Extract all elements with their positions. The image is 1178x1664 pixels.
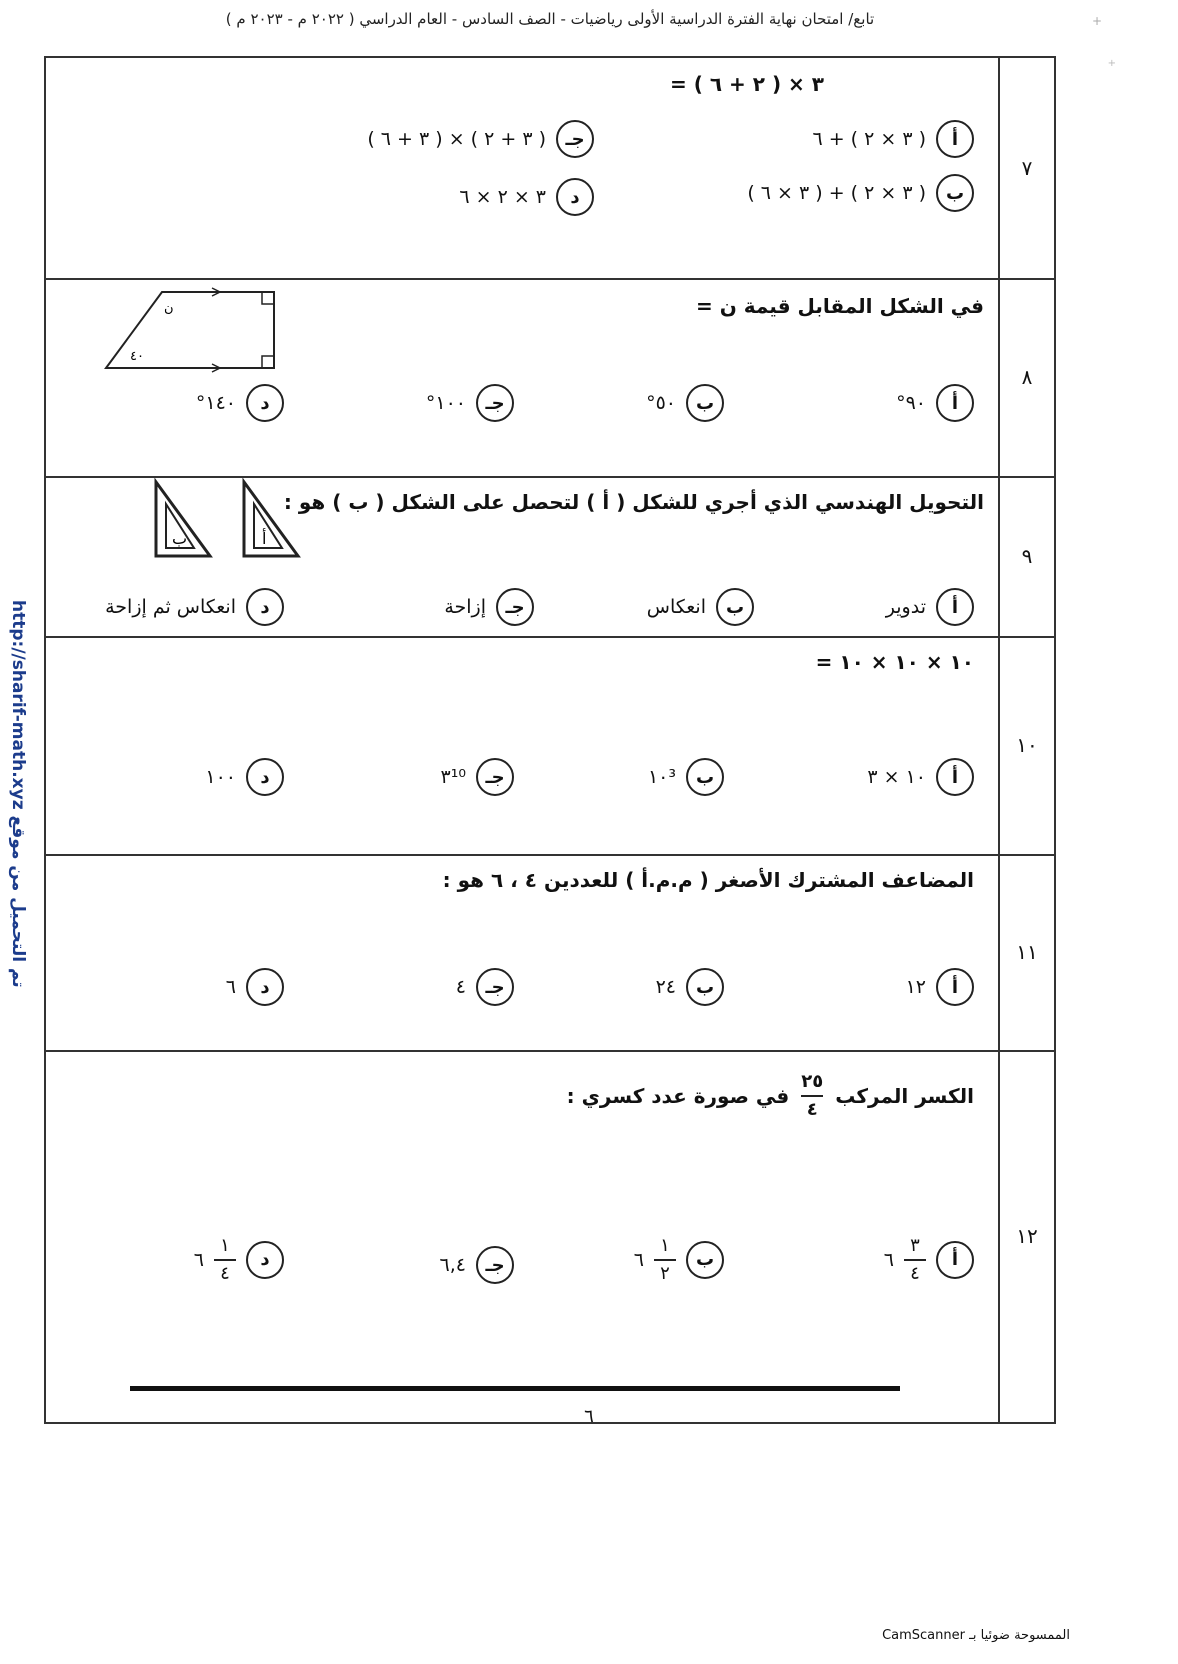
option-text: ٣¹⁰ [440, 766, 466, 788]
option-letter: جـ [496, 588, 534, 626]
figure-angle-label: ٤٠ [130, 349, 144, 364]
option-a[interactable] [867, 758, 974, 796]
option-letter: أ [936, 120, 974, 158]
option-text: ٤ [455, 976, 466, 998]
option-letter: د [246, 758, 284, 796]
option-letter: أ [936, 1241, 974, 1279]
stem-fraction [801, 1072, 823, 1120]
watermark-url: تم التحميل من موقع http://sharif-math.xyz [8, 600, 28, 988]
question-stem: ٣ × ( ٢ + ٦ ) = [670, 72, 824, 96]
option-d[interactable] [105, 588, 284, 626]
option-letter: ب [936, 174, 974, 212]
option-letter: د [246, 1241, 284, 1279]
option-a[interactable] [812, 120, 974, 158]
option-text: إزاحة [444, 596, 486, 618]
option-text: ١٠ × ٣ [867, 766, 926, 788]
option-letter: جـ [476, 1246, 514, 1284]
option-text: ١٠٠ [205, 766, 236, 788]
option-text: ٩٠° [896, 392, 926, 414]
stem-text-before: الكسر المركب [835, 1083, 974, 1108]
option-letter: جـ [476, 384, 514, 422]
option-b[interactable] [648, 758, 724, 796]
option-d[interactable] [205, 758, 284, 796]
footer-divider [130, 1386, 900, 1391]
question-row-7 [46, 58, 1054, 280]
option-c[interactable] [444, 588, 534, 626]
fraction-bar [801, 1095, 823, 1097]
fraction-numerator: ١ [220, 1235, 230, 1256]
option-a[interactable] [896, 384, 974, 422]
option-text: ٣ × ٢ × ٦ [459, 186, 546, 208]
option-a[interactable] [906, 968, 974, 1006]
option-text: ١٢ [905, 976, 926, 998]
option-a[interactable] [884, 1236, 974, 1284]
option-letter: جـ [476, 968, 514, 1006]
triangles-figure [150, 478, 310, 560]
corner-mark: + [1091, 14, 1102, 28]
option-d[interactable] [459, 178, 594, 216]
option-whole: ٦ [193, 1248, 204, 1271]
option-letter: د [556, 178, 594, 216]
option-b[interactable] [634, 1236, 724, 1284]
option-whole: ٦ [633, 1248, 644, 1271]
option-letter: أ [936, 968, 974, 1006]
option-text: تدوير [885, 596, 926, 618]
question-number: ١٠ [1016, 733, 1038, 757]
fraction-denominator: ٤ [220, 1262, 230, 1284]
question-number: ٨ [1021, 365, 1033, 389]
question-number: ٩ [1021, 544, 1033, 568]
option-b[interactable] [647, 588, 754, 626]
fraction-numerator: ٣ [910, 1235, 920, 1256]
option-c[interactable] [426, 384, 514, 422]
fraction-bar [904, 1259, 926, 1261]
option-whole: ٦ [883, 1248, 894, 1271]
question-stem: ١٠ × ١٠ × ١٠ = [815, 650, 974, 674]
option-text: ٥٠° [646, 392, 676, 414]
option-letter: ب [686, 758, 724, 796]
trapezoid-figure [102, 286, 282, 376]
option-d[interactable] [196, 384, 284, 422]
option-fraction [654, 1236, 676, 1284]
option-letter: ب [686, 1241, 724, 1279]
option-fraction [214, 1236, 236, 1284]
fraction-numerator: ٢٥ [801, 1071, 824, 1092]
camscanner-footer: الممسوحة ضوئيا بـ CamScanner [882, 1628, 1070, 1643]
question-stem [567, 1072, 974, 1120]
option-letter: جـ [556, 120, 594, 158]
fraction-bar [654, 1259, 676, 1261]
option-text: ( ٣ + ٢ ) × ( ٣ + ٦ ) [367, 128, 546, 150]
option-text: ( ٣ × ٢ ) + ( ٣ × ٦ ) [747, 182, 926, 204]
question-row-10 [46, 636, 1054, 856]
option-c[interactable] [441, 758, 514, 796]
question-stem: المضاعف المشترك الأصغر ( م.م.أ ) للعددين ٤ ، ٦ هو : [442, 868, 974, 892]
fraction-denominator: ٢ [660, 1262, 670, 1284]
question-number: ١٢ [1016, 1224, 1038, 1248]
question-row-11 [46, 854, 1054, 1052]
fraction-bar [214, 1259, 236, 1261]
option-letter: أ [936, 588, 974, 626]
question-row-8 [46, 278, 1054, 478]
option-text: ٢٤ [655, 976, 676, 998]
question-table [44, 56, 1056, 1424]
fraction-denominator: ٤ [806, 1098, 818, 1120]
question-row-9 [46, 476, 1054, 638]
option-text: ١٤٠° [195, 392, 236, 414]
option-c[interactable] [440, 1246, 514, 1284]
option-d[interactable] [226, 968, 284, 1006]
question-stem: في الشكل المقابل قيمة ن = [695, 294, 984, 318]
figure-label-b: ب [172, 529, 188, 548]
option-letter: جـ [476, 758, 514, 796]
figure-label-n: ن [164, 301, 174, 316]
option-c[interactable] [367, 120, 594, 158]
option-letter: ب [716, 588, 754, 626]
option-letter: د [246, 588, 284, 626]
option-a[interactable] [886, 588, 974, 626]
question-row-12 [46, 1050, 1054, 1422]
stem-text-after: في صورة عدد كسري : [566, 1083, 790, 1108]
option-letter: أ [936, 384, 974, 422]
question-number: ٧ [1021, 156, 1033, 180]
option-text: ٦ [225, 976, 236, 998]
fraction-numerator: ١ [660, 1235, 670, 1256]
option-b[interactable] [646, 384, 724, 422]
figure-label-a: أ [262, 529, 267, 548]
option-text: ( ٣ × ٢ ) + ٦ [812, 128, 926, 150]
option-text: ١٠³ [647, 766, 676, 788]
option-fraction [904, 1236, 926, 1284]
fraction-denominator: ٤ [910, 1262, 920, 1284]
option-b[interactable] [747, 174, 974, 212]
option-text: انعكاس [646, 596, 706, 618]
corner-mark-small: + [1107, 58, 1116, 69]
option-letter: أ [936, 758, 974, 796]
exam-header: تابع/ امتحان نهاية الفترة الدراسية الأولى رياضيات - الصف السادس - العام الدراسي ( ٢٠٢٢ م - ٢٠٢٣ م ) [225, 10, 875, 28]
page-number: ٦ [584, 1406, 594, 1427]
option-b[interactable] [656, 968, 724, 1006]
question-stem: التحويل الهندسي الذي أجري للشكل ( أ ) لتحصل على الشكل ( ب ) هو : [283, 490, 984, 514]
option-letter: د [246, 968, 284, 1006]
option-letter: ب [686, 384, 724, 422]
option-letter: ب [686, 968, 724, 1006]
option-letter: د [246, 384, 284, 422]
question-number: ١١ [1016, 940, 1038, 964]
option-text: انعكاس ثم إزاحة [105, 596, 236, 618]
option-c[interactable] [456, 968, 514, 1006]
option-d[interactable] [194, 1236, 284, 1284]
option-text: ٦,٤ [439, 1254, 466, 1276]
option-text: ١٠٠° [425, 392, 466, 414]
